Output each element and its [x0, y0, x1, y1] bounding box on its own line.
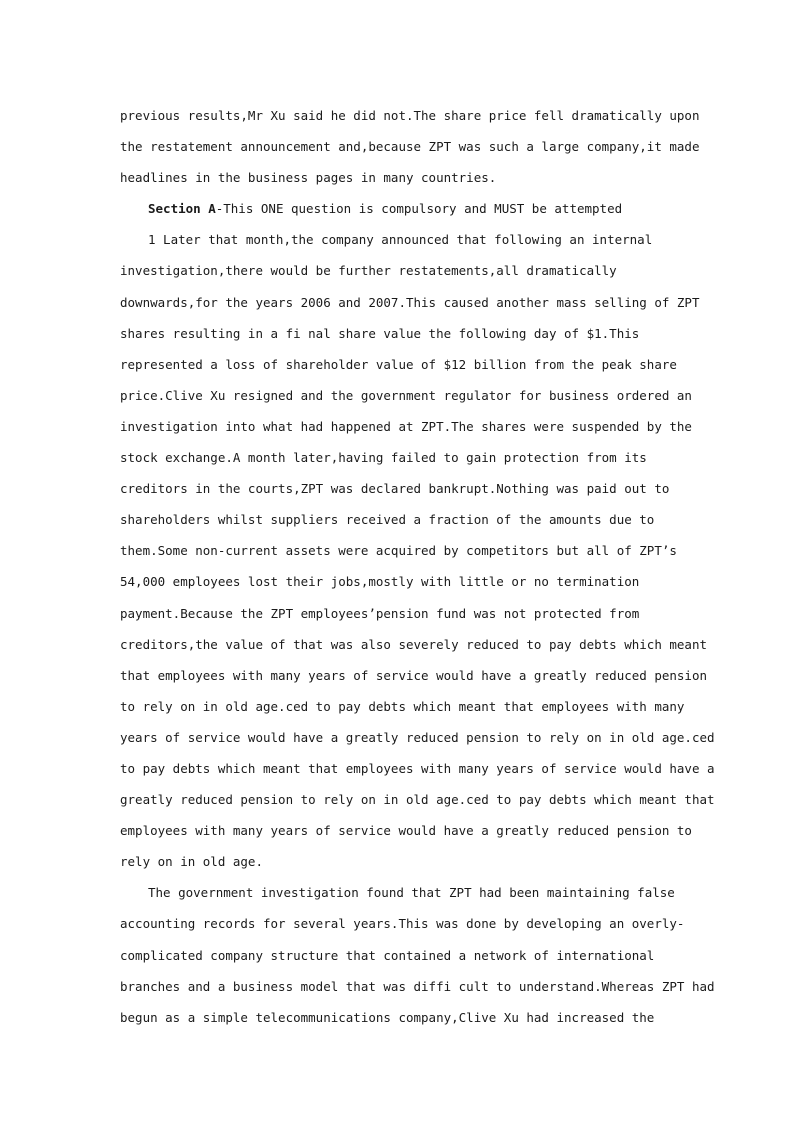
text-line: 54,000 employees lost their jobs,mostly with little or no termination	[120, 574, 640, 590]
text-line: 1 Later that month,the company announced that following an internal	[148, 232, 653, 248]
text-line: stock exchange.A month later,having failed to gain protection from its	[120, 450, 647, 466]
text-line: employees with many years of service would have a greatly reduced pension to	[120, 823, 692, 839]
text-line: begun as a simple telecommunications company,Clive Xu had increased the	[120, 1009, 655, 1025]
section-heading	[120, 193, 680, 224]
text-line: represented a loss of shareholder value of $12 billion from the peak share	[120, 356, 677, 372]
text-line: the restatement announcement and,because ZPT was such a large company,it made	[120, 139, 700, 155]
text-line: shareholders whilst suppliers received a fraction of the amounts due to	[120, 512, 655, 528]
text-line: shares resulting in a fi nal share value the following day of $1.This	[120, 325, 640, 341]
text-line: rely on in old age.	[120, 854, 263, 870]
text-line: greatly reduced pension to rely on in old age.ced to pay debts which meant that	[120, 792, 715, 808]
text-line: previous results,Mr Xu said he did not.The share price fell dramatically upon	[120, 108, 700, 123]
paragraph-2	[120, 877, 715, 1032]
text-line: that employees with many years of service would have a greatly reduced pension	[120, 667, 707, 683]
text-line: investigation,there would be further restatements,all dramatically	[120, 263, 617, 279]
text-line: accounting records for several years.This was done by developing an overly-	[120, 916, 685, 932]
text-line: downwards,for the years 2006 and 2007.This caused another mass selling of ZPT	[120, 294, 700, 310]
text-line: to rely on in old age.ced to pay debts which meant that employees with many	[120, 698, 685, 714]
top-paragraph	[120, 100, 700, 193]
text-line: payment.Because the ZPT employees’pension fund was not protected from	[120, 605, 640, 621]
text-line: price.Clive Xu resigned and the government regulator for business ordered an	[120, 387, 692, 403]
text-line: investigation into what had happened at ZPT.The shares were suspended by the	[120, 418, 692, 434]
text-line: creditors in the courts,ZPT was declared bankrupt.Nothing was paid out to	[120, 481, 670, 497]
text-line: headlines in the business pages in many countries.	[120, 170, 497, 186]
text-line: branches and a business model that was diffi cult to understand.Whereas ZPT had	[120, 978, 715, 994]
text-line: years of service would have a greatly reduced pension to rely on in old age.ced	[120, 729, 715, 745]
text-line: The government investigation found that ZPT had been maintaining false	[148, 885, 675, 901]
text-line: them.Some non-current assets were acquired by competitors but all of ZPT’s	[120, 543, 677, 559]
paragraph-1	[120, 224, 715, 877]
document-body	[120, 100, 715, 1033]
section-heading-label: Section A	[148, 201, 216, 217]
section-heading-rest: -This ONE question is compulsory and MUST be attempted	[215, 201, 623, 217]
text-line: to pay debts which meant that employees with many years of service would have a	[120, 760, 715, 776]
text-line: creditors,the value of that was also severely reduced to pay debts which meant	[120, 636, 707, 652]
text-line: complicated company structure that contained a network of international	[120, 947, 655, 963]
